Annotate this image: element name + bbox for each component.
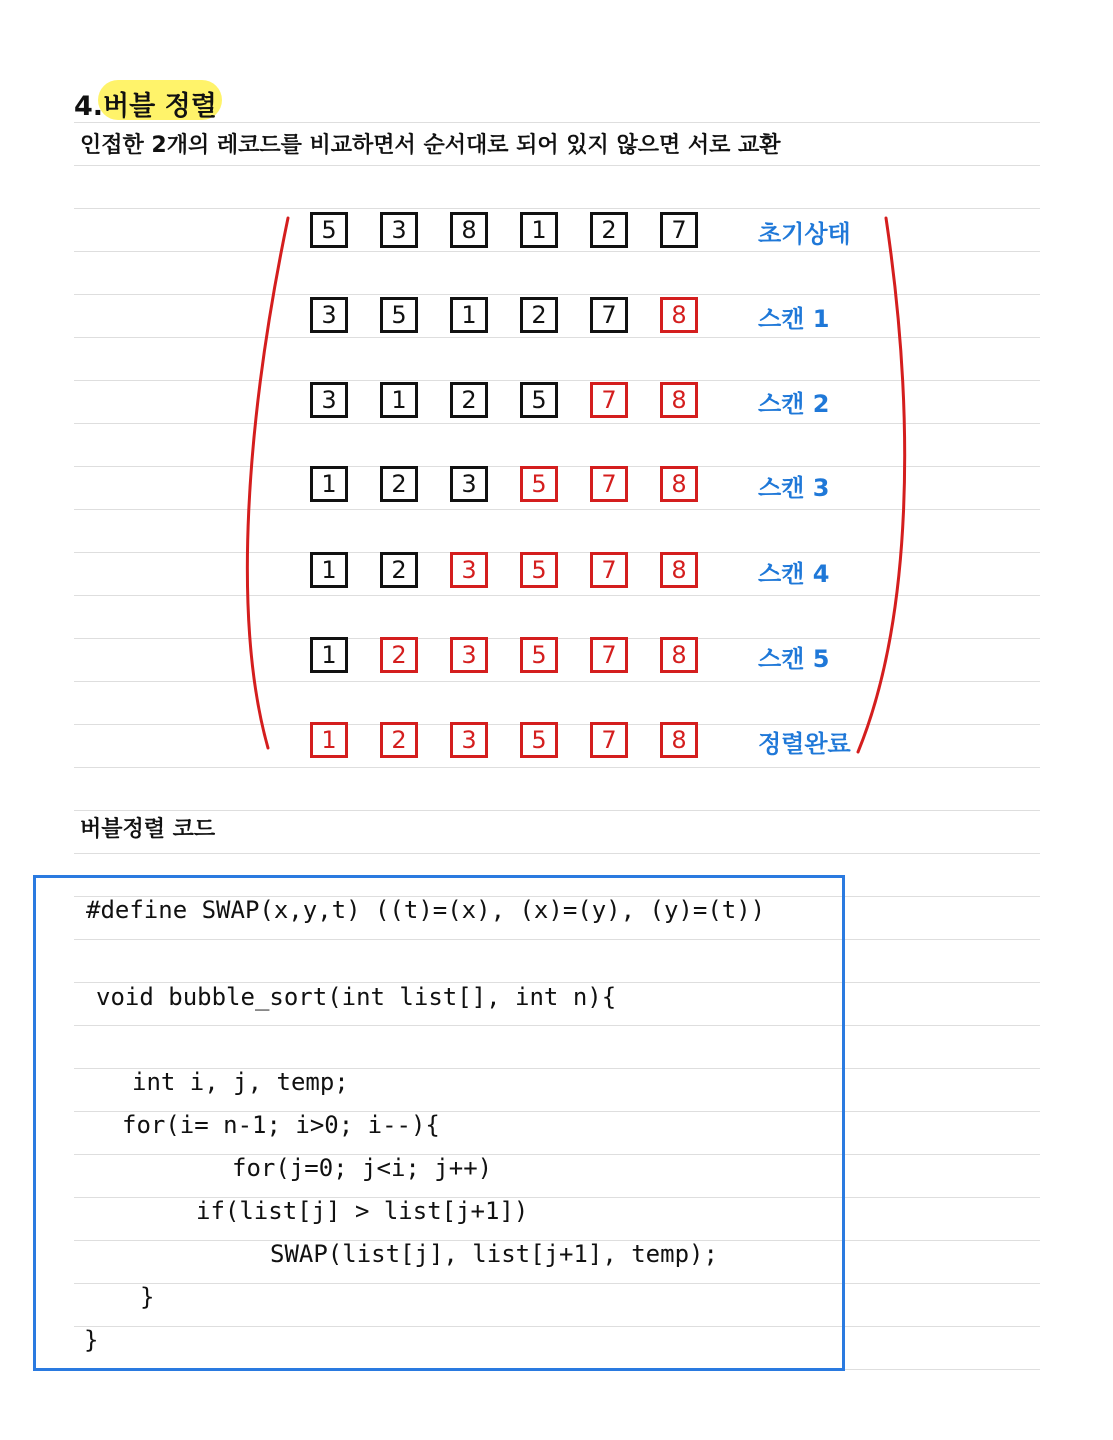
array-cell: 5	[520, 382, 558, 418]
ruled-line	[74, 681, 1040, 682]
array-cell-sorted: 8	[660, 552, 698, 588]
ruled-line	[74, 337, 1040, 338]
code-line-outer-loop: for(i= n-1; i>0; i--){	[122, 1111, 440, 1139]
array-cell: 7	[590, 297, 628, 333]
row-label: 스캔 5	[758, 645, 830, 673]
ruled-line	[74, 208, 1040, 209]
subtitle: 인접한 2개의 레코드를 비교하면서 순서대로 되어 있지 않으면 서로 교환	[80, 133, 781, 158]
array-cell: 1	[310, 637, 348, 673]
array-cell: 5	[380, 297, 418, 333]
array-cell: 8	[450, 212, 488, 248]
array-cell-sorted: 8	[660, 466, 698, 502]
ruled-line	[74, 294, 1040, 295]
title-text: 버블 정렬	[103, 91, 217, 122]
array-cell-sorted: 8	[660, 382, 698, 418]
left-bracket	[247, 218, 288, 748]
array-cell-sorted: 7	[590, 722, 628, 758]
code-line-swap: SWAP(list[j], list[j+1], temp);	[270, 1240, 718, 1268]
array-cell: 2	[590, 212, 628, 248]
section-number: 4.	[74, 91, 104, 122]
row-label: 정렬완료	[758, 730, 851, 758]
array-cell: 1	[380, 382, 418, 418]
ruled-line	[74, 810, 1040, 811]
array-cell: 3	[310, 297, 348, 333]
row-label: 스캔 1	[758, 305, 830, 333]
array-cell-sorted: 5	[520, 552, 558, 588]
page-title	[74, 84, 217, 123]
array-cell-sorted: 7	[590, 552, 628, 588]
ruled-line	[74, 423, 1040, 424]
array-cell-sorted: 7	[590, 637, 628, 673]
array-cell: 2	[380, 552, 418, 588]
row-label: 스캔 3	[758, 474, 830, 502]
ruled-line	[74, 122, 1040, 123]
code-line-if: if(list[j] > list[j+1])	[196, 1197, 529, 1225]
array-cell: 2	[380, 466, 418, 502]
array-cell-sorted: 8	[660, 722, 698, 758]
ruled-line	[74, 595, 1040, 596]
ruled-line	[74, 165, 1040, 166]
code-line-inner-loop: for(j=0; j<i; j++)	[232, 1154, 493, 1182]
ruled-line	[74, 380, 1040, 381]
array-cell-sorted: 7	[590, 382, 628, 418]
row-label: 스캔 2	[758, 390, 830, 418]
array-cell: 1	[310, 466, 348, 502]
array-cell: 2	[520, 297, 558, 333]
row-label: 스캔 4	[758, 560, 830, 588]
code-line-declare: int i, j, temp;	[132, 1068, 349, 1096]
array-cell-sorted: 5	[520, 466, 558, 502]
array-cell: 3	[310, 382, 348, 418]
array-cell-sorted: 3	[450, 722, 488, 758]
array-cell: 1	[520, 212, 558, 248]
code-line-function: void bubble_sort(int list[], int n){	[96, 983, 617, 1011]
array-cell: 1	[450, 297, 488, 333]
right-bracket	[858, 218, 905, 752]
array-cell-sorted: 5	[520, 637, 558, 673]
array-cell: 7	[660, 212, 698, 248]
array-cell-sorted: 3	[450, 552, 488, 588]
array-cell-sorted: 8	[660, 637, 698, 673]
array-cell: 3	[450, 466, 488, 502]
array-cell-sorted: 3	[450, 637, 488, 673]
array-cell: 5	[310, 212, 348, 248]
code-line-close-function: }	[84, 1326, 99, 1354]
ruled-line	[74, 853, 1040, 854]
array-cell: 2	[450, 382, 488, 418]
ruled-line	[74, 767, 1040, 768]
row-label: 초기상태	[758, 220, 851, 248]
code-section-title: 버블정렬 코드	[80, 817, 216, 842]
array-cell-sorted: 8	[660, 297, 698, 333]
array-cell-sorted: 7	[590, 466, 628, 502]
array-cell-sorted: 2	[380, 637, 418, 673]
array-cell-sorted: 2	[380, 722, 418, 758]
ruled-line	[74, 509, 1040, 510]
code-line-define: #define SWAP(x,y,t) ((t)=(x), (x)=(y), (y)=(t))	[86, 896, 766, 924]
array-cell: 1	[310, 552, 348, 588]
ruled-line	[74, 251, 1040, 252]
array-cell-sorted: 5	[520, 722, 558, 758]
array-cell: 3	[380, 212, 418, 248]
code-line-close-loop: }	[140, 1283, 155, 1311]
array-cell-sorted: 1	[310, 722, 348, 758]
